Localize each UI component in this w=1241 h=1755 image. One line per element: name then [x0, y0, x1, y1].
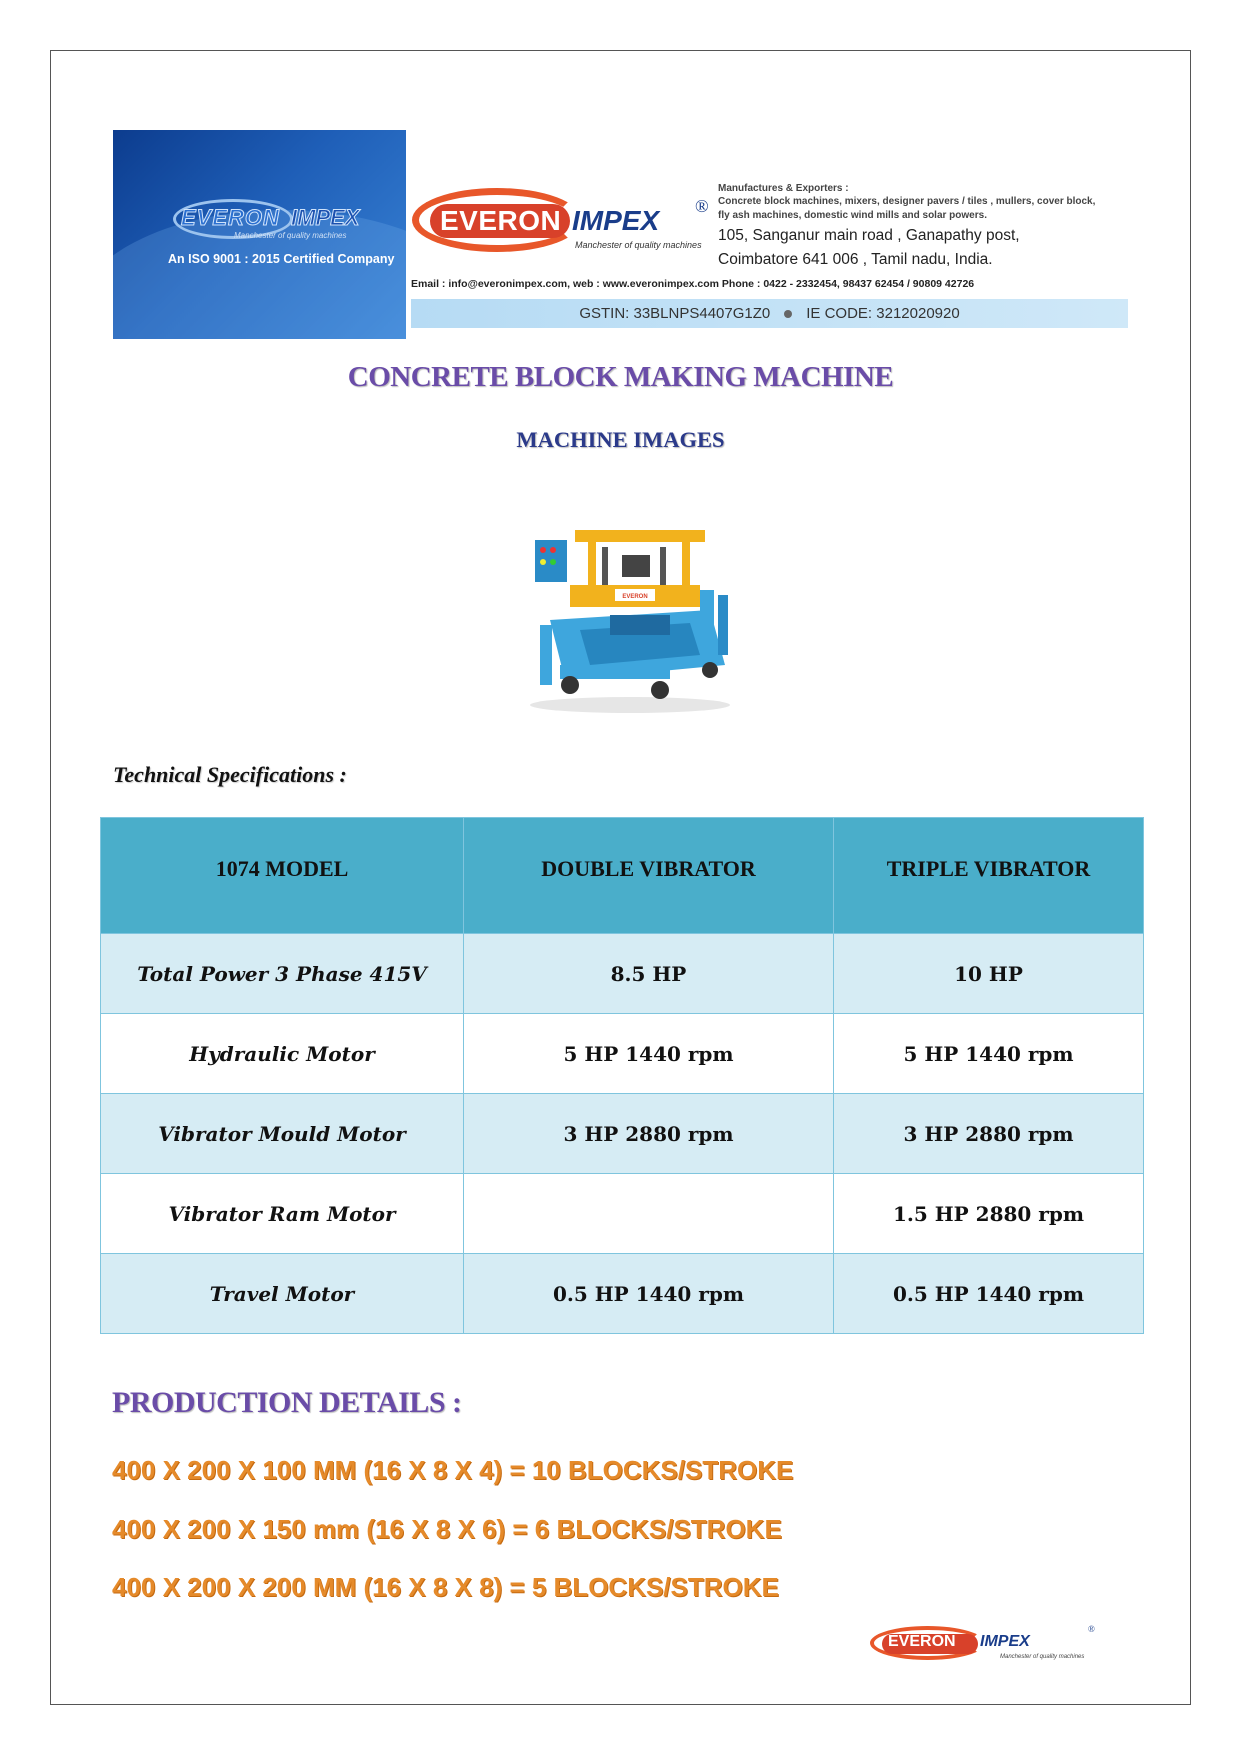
table-row [101, 1174, 1144, 1254]
manufactures-description: Concrete block machines, mixers, designer pavers / tiles , mullers, cover block, fly ash machines, domestic wind mills and solar powers. [718, 196, 1096, 221]
gstin: GSTIN: 33BLNPS4407G1Z0 [579, 305, 771, 322]
machine-image [510, 525, 740, 715]
production-details-title: PRODUCTION DETAILS : [112, 1386, 462, 1419]
separator-dot [784, 310, 792, 318]
gst-bar [411, 299, 1128, 328]
table-row [101, 934, 1144, 1014]
document-title: CONCRETE BLOCK MAKING MACHINE [347, 361, 894, 393]
footer-registered-mark: ® [1088, 1624, 1095, 1634]
iso-badge [113, 130, 406, 339]
footer-logo-tagline: Manchester of quality machines [1000, 1654, 1085, 1660]
double-value: 0.5 HP 1440 rpm [464, 1254, 834, 1334]
contact-details: Email : info@everonimpex.com, web : www.everonimpex.com Phone : 0422 - 2332454, 98437 62454 / 90809 42726 [411, 278, 975, 290]
iso-certification: An ISO 9001 : 2015 Certified Company [168, 252, 395, 266]
manufacturer-info [718, 182, 1098, 271]
production-line: 400 X 200 X 150 mm (16 X 8 X 6) = 6 BLOCKS/STROKE [112, 1514, 782, 1544]
footer-logo-right: IMPEX [980, 1633, 1030, 1650]
header-model: 1074 MODEL [101, 818, 464, 934]
specification-table [100, 817, 1144, 1334]
badge-tagline: Manchester of quality machines [234, 231, 347, 240]
row-label: Total Power 3 Phase 415V [101, 934, 464, 1014]
triple-value: 10 HP [834, 934, 1144, 1014]
double-value: 8.5 HP [464, 934, 834, 1014]
triple-value: 0.5 HP 1440 rpm [834, 1254, 1144, 1334]
manufactures-title: Manufactures & Exporters : [718, 183, 849, 194]
triple-value: 5 HP 1440 rpm [834, 1014, 1144, 1094]
row-label: Hydraulic Motor [101, 1014, 464, 1094]
badge-logo-right: IMPEX [291, 205, 360, 230]
technical-specifications-heading: Technical Specifications : [113, 762, 347, 787]
header-triple-vibrator: TRIPLE VIBRATOR [834, 818, 1144, 934]
address-line-1: 105, Sanganur main road , Ganapathy post, [718, 227, 1020, 244]
table-row [101, 1014, 1144, 1094]
address-line-2: Coimbatore 641 006 , Tamil nadu, India. [718, 251, 993, 268]
triple-value: 3 HP 2880 rpm [834, 1094, 1144, 1174]
footer-logo [870, 1622, 1110, 1668]
row-label: Vibrator Mould Motor [101, 1094, 464, 1174]
double-value: 5 HP 1440 rpm [464, 1014, 834, 1094]
badge-logo-left: EVERON [181, 205, 280, 230]
logo-left-word: EVERON [440, 205, 562, 236]
production-line: 400 X 200 X 100 MM (16 X 8 X 4) = 10 BLOCKS/STROKE [112, 1455, 794, 1485]
machine-images-title: MACHINE IMAGES [516, 427, 725, 452]
logo-tagline: Manchester of quality machines [575, 240, 702, 250]
logo-right-word: IMPEX [572, 205, 660, 236]
row-label: Travel Motor [101, 1254, 464, 1334]
row-label: Vibrator Ram Motor [101, 1174, 464, 1254]
table-row [101, 1254, 1144, 1334]
table-header-row [101, 818, 1144, 934]
triple-value: 1.5 HP 2880 rpm [834, 1174, 1144, 1254]
footer-logo-left: EVERON [888, 1633, 956, 1650]
double-value: 3 HP 2880 rpm [464, 1094, 834, 1174]
table-row [101, 1094, 1144, 1174]
production-line: 400 X 200 X 200 MM (16 X 8 X 8) = 5 BLOCKS/STROKE [112, 1572, 779, 1602]
svg-text:EVERON: EVERON [622, 594, 648, 600]
double-value [464, 1174, 834, 1254]
header-double-vibrator: DOUBLE VIBRATOR [464, 818, 834, 934]
logo-registered-mark: ® [695, 196, 709, 216]
ie-code: IE CODE: 3212020920 [806, 305, 960, 322]
company-logo [412, 180, 712, 260]
